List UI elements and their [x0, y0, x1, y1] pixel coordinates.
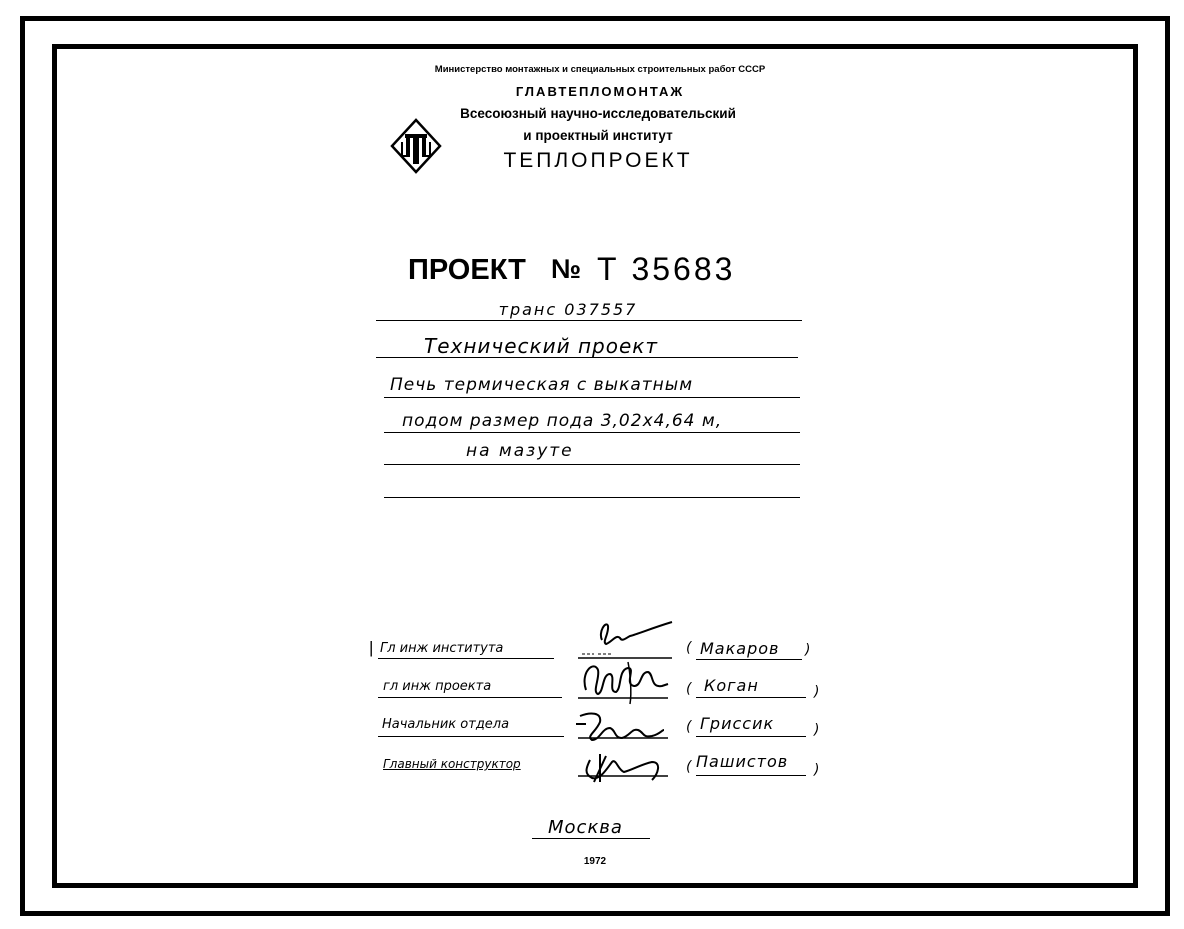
- name-paren-close: ): [814, 722, 820, 738]
- institute-line1: Всесоюзный научно-исследовательский: [460, 106, 736, 121]
- name-paren-open: (: [686, 719, 692, 735]
- institute-line2: и проектный институт: [523, 128, 673, 143]
- project-stage: Технический проект: [424, 334, 659, 358]
- name-paren-open: (: [686, 759, 692, 775]
- trans-number: транс 037557: [498, 300, 638, 319]
- name-paren-open: (: [686, 681, 692, 697]
- trans-underline: [376, 320, 802, 321]
- title-line3-underline: [384, 464, 800, 465]
- signature-name: Коган: [704, 676, 759, 695]
- signature-role: Главный конструктор: [383, 757, 521, 771]
- name-underline: [696, 659, 802, 660]
- role-underline: [378, 736, 564, 737]
- city: Москва: [548, 817, 623, 838]
- city-underline: [532, 838, 650, 839]
- role-underline: [378, 658, 554, 659]
- name-paren-close: ): [805, 642, 811, 658]
- name-underline: [696, 736, 806, 737]
- name-underline: [696, 775, 806, 776]
- name-paren-close: ): [814, 684, 820, 700]
- institute-name: ТЕПЛОПРОЕКТ: [503, 149, 693, 172]
- project-number-prefix: №: [551, 254, 582, 284]
- project-number: Т 35683: [597, 251, 736, 287]
- name-paren-close: ): [814, 762, 820, 778]
- ministry-text: Министерство монтажных и специальных строительных работ СССР: [434, 64, 766, 75]
- signature-role: гл инж проекта: [383, 679, 492, 694]
- glavk-text: ГЛАВТЕПЛОМОНТАЖ: [515, 84, 685, 99]
- title-line1: Печь термическая с выкатным: [390, 375, 694, 395]
- signature-role: Начальник отдела: [382, 717, 510, 732]
- name-paren-open: (: [686, 640, 692, 656]
- signature-name: Пашистов: [696, 752, 789, 771]
- signature-name: Гриссик: [700, 714, 775, 733]
- handwritten-signatures: [572, 612, 692, 792]
- signature-role: Гл инж института: [380, 641, 504, 656]
- title-line3: на мазуте: [466, 441, 574, 461]
- name-underline: [696, 697, 806, 698]
- stage-underline: [376, 357, 798, 358]
- project-label: ПРОЕКТ: [408, 254, 526, 286]
- signature-name: Макаров: [700, 639, 780, 658]
- institute-logo-icon: [390, 118, 442, 174]
- year: 1972: [583, 856, 607, 867]
- role-underline: [378, 697, 562, 698]
- role-bracket: |: [369, 638, 374, 657]
- blank-underline: [384, 497, 800, 498]
- title-line1-underline: [384, 397, 800, 398]
- title-line2: подом размер пода 3,02х4,64 м,: [402, 411, 723, 431]
- title-line2-underline: [384, 432, 800, 433]
